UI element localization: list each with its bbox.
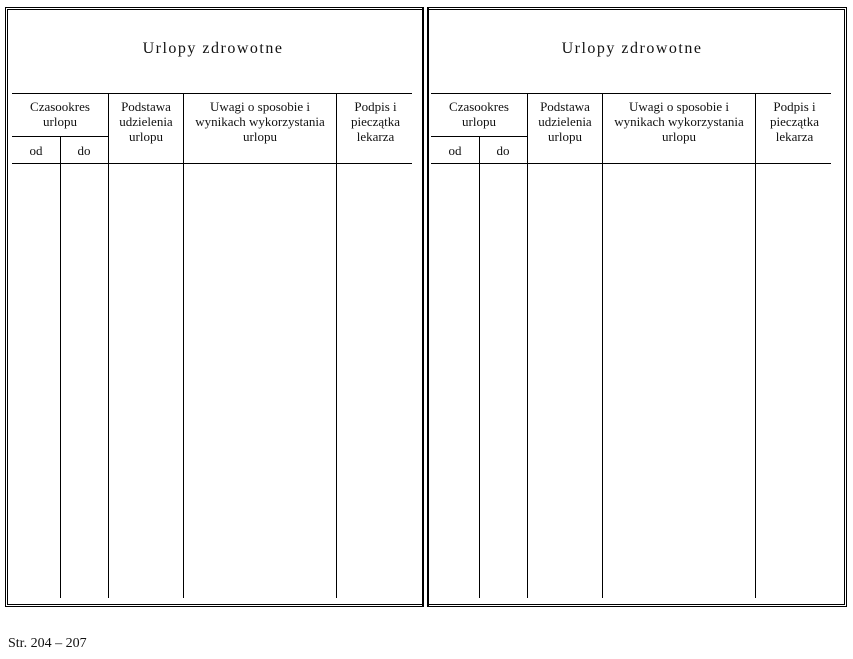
header-bottom-rule: [12, 163, 412, 164]
header-to: do: [496, 143, 510, 158]
page-title: Urlopy zdrowotne: [142, 40, 284, 57]
header-remarks: Uwagi o sposobie i wynikach wykorzystania urlopu: [195, 99, 325, 144]
page-range-footer: Str. 204 – 207: [8, 636, 87, 651]
header-bottom-rule: [431, 163, 831, 164]
right-page: [427, 10, 837, 604]
col-divider-basis: [602, 93, 603, 598]
leave-table: [431, 93, 831, 598]
col-divider-period: [527, 93, 528, 598]
header-period: Czasookres urlopu: [30, 99, 90, 129]
col-divider-remarks: [336, 93, 337, 598]
left-page: [8, 10, 418, 604]
leave-table: [12, 93, 412, 598]
header-to: do: [77, 143, 91, 158]
col-divider-basis: [183, 93, 184, 598]
table-top-rule: [12, 93, 412, 94]
page-title: Urlopy zdrowotne: [561, 40, 703, 57]
header-period: Czasookres urlopu: [449, 99, 509, 129]
col-divider-remarks: [755, 93, 756, 598]
header-signature: Podpis i pieczątka lekarza: [350, 99, 401, 144]
header-from: od: [448, 143, 462, 158]
header-remarks: Uwagi o sposobie i wynikach wykorzystania urlopu: [614, 99, 744, 144]
header-basis: Podstawa udzielenia urlopu: [119, 99, 173, 144]
header-basis: Podstawa udzielenia urlopu: [538, 99, 592, 144]
table-top-rule: [431, 93, 831, 94]
col-divider-od-do: [60, 136, 61, 598]
header-from: od: [29, 143, 43, 158]
col-divider-od-do: [479, 136, 480, 598]
header-signature: Podpis i pieczątka lekarza: [769, 99, 820, 144]
col-divider-period: [108, 93, 109, 598]
